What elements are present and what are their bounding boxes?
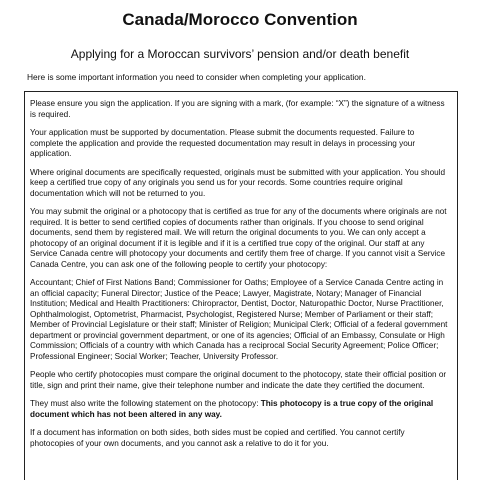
- notice-paragraph-originals: Where original documents are specifically requested, originals must be submitted with your application. You should keep a certified true copy of any originals you send us for your records. Some countries require original documentation which will not be returned to you.: [30, 167, 446, 198]
- notice-paragraph-certifier-list: Accountant; Chief of First Nations Band; Commissioner for Oaths; Employee of a Service Canada Centre acting in an official capacity; Funeral Director; Justice of the Peace; Lawyer, Magistrate, Notary; Manager of Financial Institution; Medical and Health Practitioners: Chiropractor, Dentist, Doctor, Naturopathic Doctor, Nurse Practitioner, Ophthalmologist, Optometrist, Pharmacist, Psychologist, Registered Nurse; Member of Parliament or their staff; Member of Provincial Legislature or their staff; Minister of Religion; Municipal Clerk; Official of a federal government department or provincial government department, or one of its agencies; Official of an Embassy, Consulate or High Commission; Officials of a country with which Canada has a reciprocal Social Security Agreement; Police Officer; Professional Engineer; Social Worker; Teacher, University Professor.: [30, 278, 448, 361]
- page-title: Canada/Morocco Convention: [122, 10, 358, 29]
- intro-text: Here is some important information you need to consider when completing your application.: [27, 72, 366, 82]
- notice-paragraph-certifier-duties: People who certify photocopies must compare the original document to the photocopy, state their official position or title, sign and print their name, give their telephone number and indicate the date they certified the document.: [30, 370, 447, 390]
- important-information-box: [24, 91, 458, 480]
- notice-paragraph-certification-statement: They must also write the following statement on the photocopy: This photocopy is a true copy of the original document which has not been altered in any way.: [30, 399, 434, 419]
- notice-paragraph-certified-copies: You may submit the original or a photocopy that is certified as true for any of the documents where originals are not required. It is better to send certified copies of documents rather than originals. If you choose to send original documents, send them by registered mail. We will return the original documents to you. We can only accept a photocopy of an original document if it is legible and if it is a certified true copy of the original. Our staff at any Service Canada centre will photocopy your documents and certify them free of charge. If you cannot visit a Service Canada Centre, you can ask one of the following people to certify your photocopy:: [30, 207, 447, 269]
- notice-paragraph-signature: Please ensure you sign the application. If you are signing with a mark, (for example: “X”) the signature of a witness is required.: [30, 99, 445, 119]
- page-subtitle: Applying for a Moroccan survivors’ pension and/or death benefit: [70, 47, 410, 61]
- notice-paragraph-documentation: Your application must be supported by documentation. Please submit the documents requested. Failure to complete the application and provide the requested documentation may result in delays in processing your application.: [30, 128, 416, 158]
- notice-paragraph-double-sided: If a document has information on both sides, both sides must be copied and certified. You cannot certify photocopies of your own documents, and you cannot ask a relative to do it for you.: [30, 428, 405, 448]
- certification-statement: This photocopy is a true copy of the original document which has not been altered in any way.: [30, 399, 434, 419]
